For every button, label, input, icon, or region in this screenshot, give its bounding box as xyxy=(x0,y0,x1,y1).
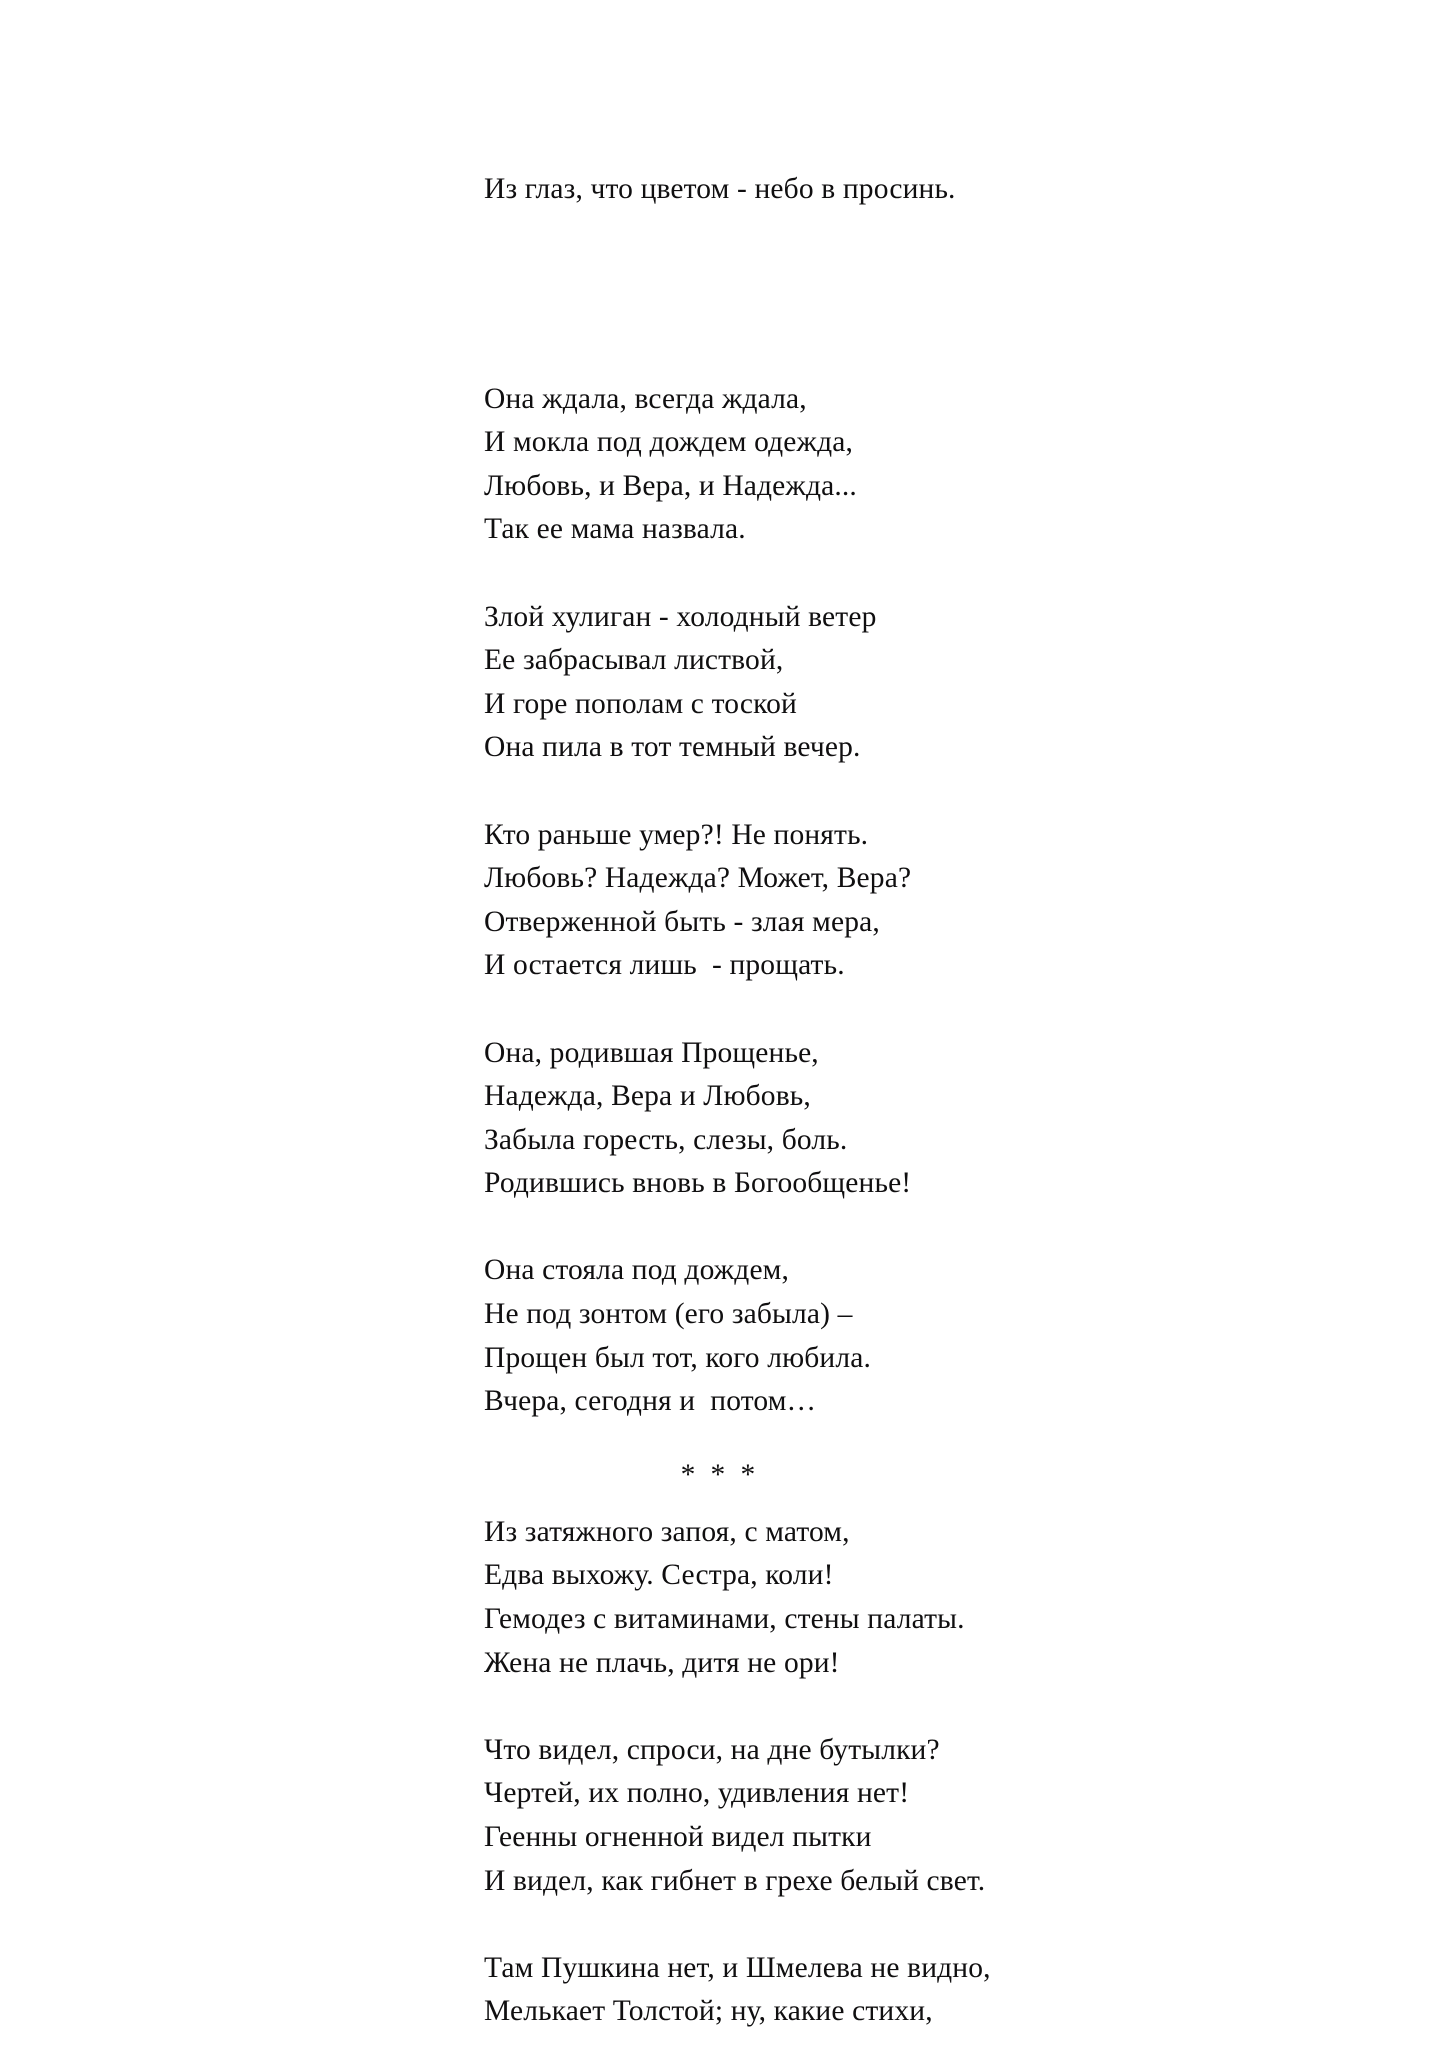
poem-line: Любовь? Надежда? Может, Вера? xyxy=(484,862,912,895)
poem-line: Там Пушкина нет, и Шмелева не видно, xyxy=(484,1951,991,1984)
poem-line: Не под зонтом (его забыла) – xyxy=(484,1298,853,1331)
poem-line: Она стояла под дождем, xyxy=(484,1254,790,1287)
poem-line: Родившись вновь в Богообщенье! xyxy=(484,1167,912,1200)
separator-wrap xyxy=(484,1424,1304,1511)
poem-line: Отверженной быть - злая мера, xyxy=(484,905,880,938)
poem-line: И горе пополам с тоской xyxy=(484,687,797,720)
poem-line: Из глаз, что цветом - небо в просинь. xyxy=(484,173,956,205)
poem-line: Любовь, и Вера, и Надежда... xyxy=(484,469,857,502)
poem-line: Ее забрасывал листвой, xyxy=(484,644,784,677)
poem-line: Мелькает Толстой; ну, какие стихи, xyxy=(484,1995,933,2028)
poem-line: Она ждала, всегда ждала, xyxy=(484,382,807,415)
stanza-gap xyxy=(484,1685,1304,1729)
opening-gap xyxy=(484,212,1304,378)
poem-line: Забыла горесть, слезы, боль. xyxy=(484,1123,848,1156)
poem-line: Геенны огненной видел пытки xyxy=(484,1821,872,1853)
stanza-4 xyxy=(484,1032,1304,1206)
poem-text-column xyxy=(484,168,1304,2034)
stanza-3 xyxy=(484,814,1304,988)
stanza-gap xyxy=(484,770,1304,814)
poem-line: Из затяжного запоя, с матом, xyxy=(484,1515,850,1548)
poem-line: Вчера, сегодня и потом… xyxy=(484,1385,817,1418)
poem-line: Она пила в тот темный вечер. xyxy=(484,731,861,764)
stanza-7 xyxy=(484,1729,1304,1903)
poem-line: И видел, как гибнет в грехе белый свет. xyxy=(484,1864,986,1897)
stanza-gap xyxy=(484,552,1304,596)
poem-line: Злой хулиган - холодный ветер xyxy=(484,600,877,633)
stanza-gap xyxy=(484,1903,1304,1947)
stanza-2 xyxy=(484,596,1304,770)
poem-line: И остается лишь - прощать. xyxy=(484,949,845,982)
poem-line: Так ее мама назвала. xyxy=(484,513,746,546)
stanza-gap xyxy=(484,988,1304,1032)
poem-line: Едва выхожу. Сестра, коли! xyxy=(484,1559,834,1592)
poem-line: Чертей, их полно, удивления нет! xyxy=(484,1777,910,1810)
poem-line: И мокла под дождем одежда, xyxy=(484,426,854,459)
poem-line: Жена не плачь, дитя не ори! xyxy=(484,1646,840,1679)
stanza-6 xyxy=(484,1511,1304,1685)
poem-line: Кто раньше умер?! Не понять. xyxy=(484,818,869,851)
opening-block xyxy=(484,168,1304,212)
poem-line: Она, родившая Прощенье, xyxy=(484,1036,819,1069)
stanza-1 xyxy=(484,378,1304,552)
poem-line: Прощен был тот, кого любила. xyxy=(484,1341,872,1374)
stanza-8 xyxy=(484,1947,1304,2034)
poem-line: Надежда, Вера и Любовь, xyxy=(484,1080,811,1113)
stanza-5 xyxy=(484,1249,1304,1423)
stanza-gap xyxy=(484,1206,1304,1250)
poem-line: Что видел, спроси, на дне бутылки? xyxy=(484,1733,940,1766)
poem-line: Гемодез с витаминами, стены палаты. xyxy=(484,1603,965,1636)
stanza-separator: * * * xyxy=(680,1458,756,1491)
